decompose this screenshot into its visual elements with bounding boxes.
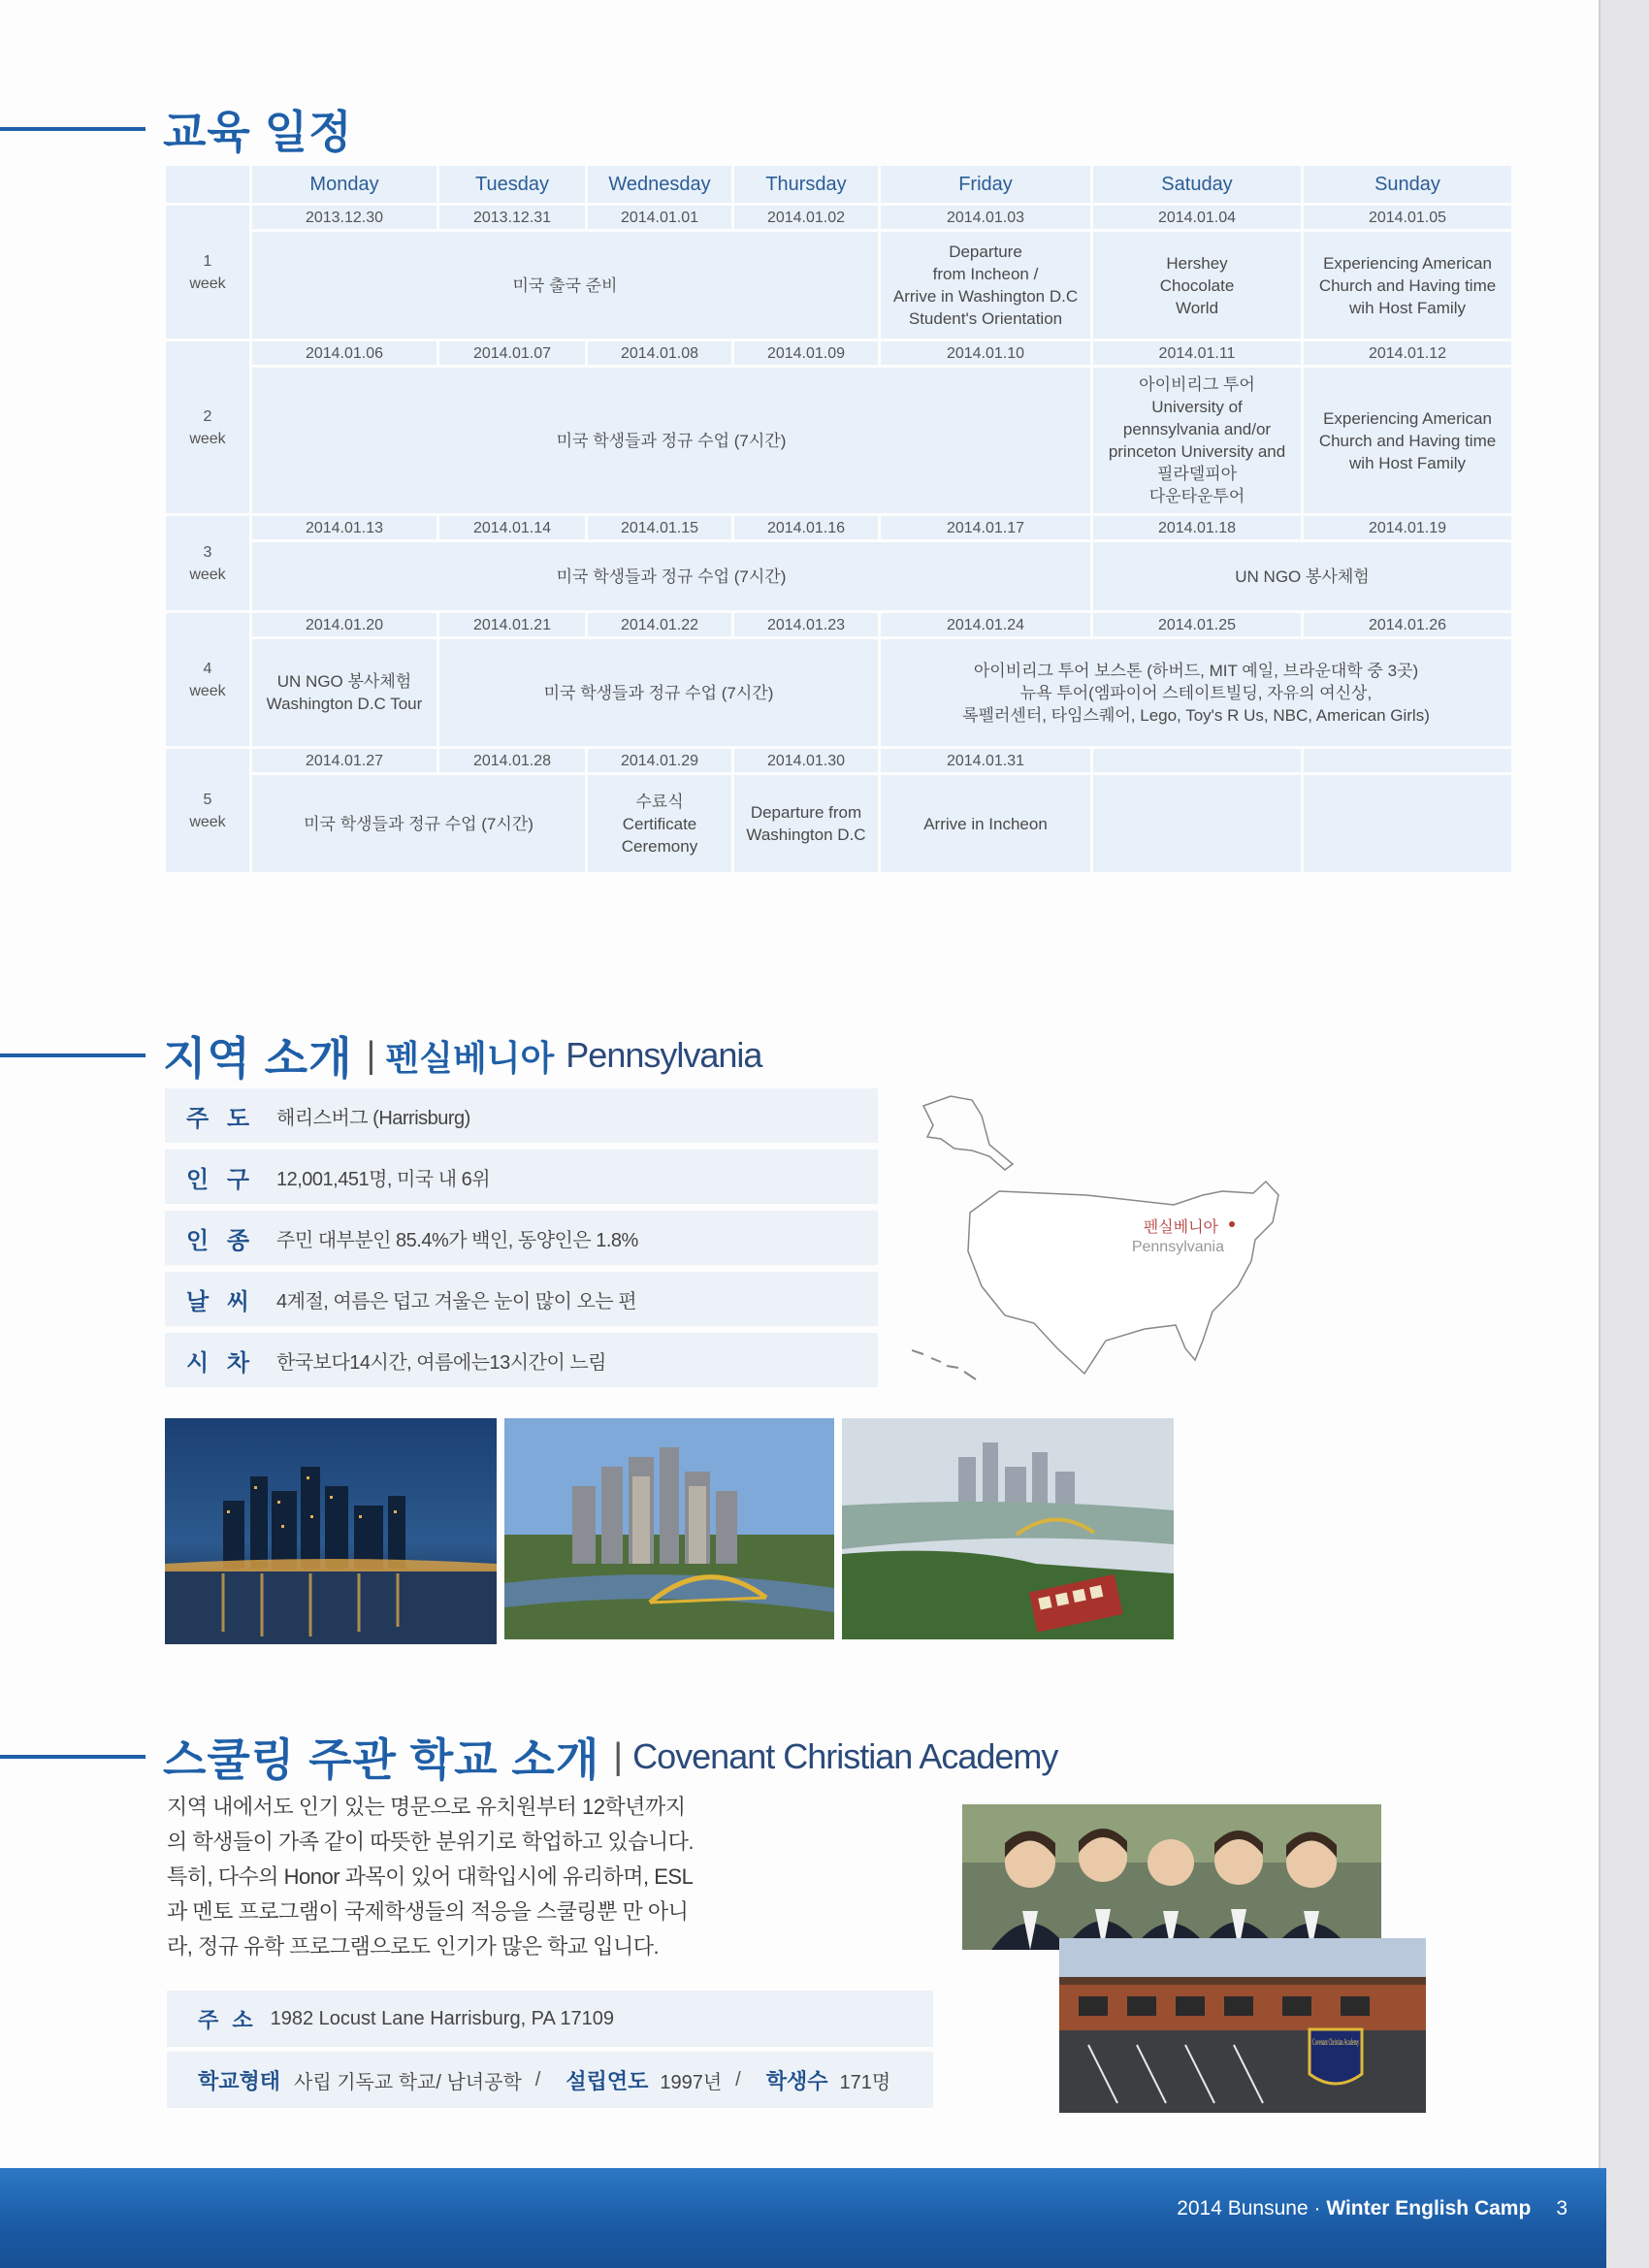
- activity-cell: 미국 학생들과 정규 수업 (7시간): [252, 775, 585, 872]
- date-cell: 2014.01.01: [588, 206, 731, 229]
- info-value: 해리스버그 (Harrisburg): [276, 1107, 470, 1129]
- info-label: 주 도: [185, 1105, 256, 1132]
- date-cell: 2014.01.07: [439, 341, 585, 365]
- info-label: 인 구: [185, 1166, 256, 1193]
- page-footer: [0, 2168, 1606, 2268]
- date-cell: 2013.12.31: [439, 206, 585, 229]
- date-cell: 2014.01.12: [1304, 341, 1511, 365]
- crest-text: Covenant Christian Academy: [1312, 2037, 1360, 2047]
- date-cell: 2014.01.15: [588, 516, 731, 539]
- date-row: [166, 516, 1511, 539]
- school-address-row: [167, 1991, 933, 2047]
- usa-map: [912, 1086, 1300, 1397]
- activity-cell: 아이비리그 투어 보스톤 (하버드, MIT 예일, 브라운대학 중 3곳) 뉴욕 투어(엠파이어 스테이트빌딩, 자유의 여신상, 록펠러센터, 타임스퀘어, Lego, Toy's R Us, NBC, American Girls): [881, 639, 1511, 746]
- founded-value: 1997년: [660, 2071, 723, 2093]
- date-cell: 2014.01.04: [1093, 206, 1301, 229]
- week-label: 2 week: [166, 341, 249, 513]
- date-cell: 2014.01.09: [734, 341, 878, 365]
- info-label: 인 종: [185, 1227, 256, 1254]
- students-value: 171명: [839, 2071, 891, 2093]
- schedule-title: 교육 일정: [163, 107, 353, 157]
- separator-slash: /: [735, 2068, 741, 2090]
- week-label: 5 week: [166, 749, 249, 872]
- type-label: 학교형태: [198, 2068, 281, 2093]
- date-cell: 2014.01.27: [252, 749, 436, 772]
- date-row: [166, 341, 1511, 365]
- date-cell: 2014.01.17: [881, 516, 1090, 539]
- address-value: 1982 Locust Lane Harrisburg, PA 17109: [270, 2007, 614, 2029]
- school-crest-icon: [1310, 2029, 1362, 2084]
- week-label: 1 week: [166, 206, 249, 339]
- date-cell: 2014.01.23: [734, 613, 878, 636]
- map-label-ko: 펜실베니아: [1143, 1219, 1218, 1236]
- page-number: 3: [1556, 2197, 1568, 2219]
- info-value: 12,001,451명, 미국 내 6위: [276, 1168, 491, 1190]
- activity-cell: Departure from Washington D.C: [734, 775, 878, 872]
- day-header: Friday: [881, 166, 1090, 203]
- info-value: 4계절, 여름은 덥고 겨울은 눈이 많이 오는 편: [276, 1290, 637, 1312]
- empty-cell: [1093, 775, 1301, 872]
- date-row: [166, 206, 1511, 229]
- activity-row: [166, 368, 1511, 513]
- activity-cell: UN NGO 봉사체험 Washington D.C Tour: [252, 639, 436, 746]
- school-title: 스쿨링 주관 학교 소개: [163, 1734, 600, 1785]
- footer-prefix: 2014 Bunsune ·: [1177, 2197, 1327, 2219]
- activity-cell: Experiencing American Church and Having time wih Host Family: [1304, 368, 1511, 513]
- date-cell: 2014.01.29: [588, 749, 731, 772]
- schedule-header-row: [166, 166, 1511, 203]
- school-subtitle-en: Covenant Christian Academy: [632, 1736, 1058, 1776]
- date-cell: 2014.01.08: [588, 341, 731, 365]
- activity-cell: Experiencing American Church and Having time wih Host Family: [1304, 232, 1511, 339]
- date-cell: 2014.01.26: [1304, 613, 1511, 636]
- activity-cell: 미국 학생들과 정규 수업 (7시간): [439, 639, 878, 746]
- empty-cell: [1093, 749, 1301, 772]
- date-cell: 2014.01.18: [1093, 516, 1301, 539]
- city-incline-photo: [842, 1418, 1174, 1639]
- school-section-header: [0, 1725, 1057, 1789]
- date-cell: 2014.01.30: [734, 749, 878, 772]
- date-cell: 2014.01.22: [588, 613, 731, 636]
- day-header: Satuday: [1093, 166, 1301, 203]
- date-cell: 2014.01.21: [439, 613, 585, 636]
- empty-cell: [1304, 749, 1511, 772]
- activity-cell: Hershey Chocolate World: [1093, 232, 1301, 339]
- separator-slash: /: [534, 2068, 541, 2090]
- activity-cell: Arrive in Incheon: [881, 775, 1090, 872]
- day-header: Monday: [252, 166, 436, 203]
- date-cell: 2014.01.11: [1093, 341, 1301, 365]
- date-cell: 2013.12.30: [252, 206, 436, 229]
- day-header: Tuesday: [439, 166, 585, 203]
- info-row: [165, 1272, 878, 1326]
- week-label: 4 week: [166, 613, 249, 746]
- region-info-panel: [165, 1088, 878, 1394]
- activity-row: [166, 775, 1511, 872]
- activity-cell: 미국 학생들과 정규 수업 (7시간): [252, 542, 1090, 610]
- info-row: [165, 1088, 878, 1143]
- section-rule: [0, 127, 146, 131]
- day-header: Sunday: [1304, 166, 1511, 203]
- date-cell: 2014.01.16: [734, 516, 878, 539]
- info-label: 날 씨: [185, 1288, 256, 1315]
- corner-cell: [166, 166, 249, 203]
- activity-cell: 미국 학생들과 정규 수업 (7시간): [252, 368, 1090, 513]
- activity-cell: 수료식 Certificate Ceremony: [588, 775, 731, 872]
- school-description: 지역 내에서도 인기 있는 명문으로 유치원부터 12학년까지 의 학생들이 가족 같이 따뜻한 분위기로 학업하고 있습니다. 특히, 다수의 Honor 과목이 있어 대학입시에 유리하며, ESL 과 멘토 프로그램이 국제학생들의 적응을 스쿨링뿐 만 아니 라, 정규 유학 프로그램으로도 인기가 많은 학교 입니다.: [167, 1795, 694, 1959]
- activity-cell: Departure from Incheon / Arrive in Washington D.C Student's Orientation: [881, 232, 1090, 339]
- info-value: 한국보다14시간, 여름에는13시간이 느림: [276, 1351, 606, 1374]
- date-cell: 2014.01.10: [881, 341, 1090, 365]
- activity-row: [166, 639, 1511, 746]
- mainland-outline: [968, 1182, 1278, 1374]
- date-row: [166, 613, 1511, 636]
- info-row: [165, 1333, 878, 1387]
- region-section-header: [0, 1023, 761, 1087]
- activity-cell: 아이비리그 투어 University of pennsylvania and/or princeton University and 필라델피아 다운타운투어: [1093, 368, 1301, 513]
- address-label: 주 소: [198, 2007, 257, 2032]
- footer-camp: Winter English Camp: [1326, 2197, 1532, 2219]
- week-label: 3 week: [166, 516, 249, 610]
- region-subtitle-en: Pennsylvania: [566, 1035, 762, 1075]
- page-edge: [1599, 0, 1649, 2268]
- school-details-row: [167, 2052, 933, 2108]
- schedule-table: [163, 163, 1514, 875]
- date-cell: 2014.01.13: [252, 516, 436, 539]
- city-day-photo: [504, 1418, 834, 1639]
- date-cell: 2014.01.14: [439, 516, 585, 539]
- region-title: 지역 소개: [163, 1033, 353, 1084]
- date-row: [166, 749, 1511, 772]
- empty-cell: [1304, 775, 1511, 872]
- date-cell: 2014.01.19: [1304, 516, 1511, 539]
- schedule-section-header: [0, 97, 353, 161]
- school-building-photo: [1059, 1938, 1426, 2113]
- alaska-outline: [923, 1096, 1013, 1170]
- students-photo: [962, 1804, 1381, 1950]
- day-header: Thursday: [734, 166, 878, 203]
- section-rule: [0, 1053, 146, 1057]
- date-cell: 2014.01.20: [252, 613, 436, 636]
- info-row: [165, 1150, 878, 1204]
- info-row: [165, 1211, 878, 1265]
- date-cell: 2014.01.24: [881, 613, 1090, 636]
- date-cell: 2014.01.31: [881, 749, 1090, 772]
- activity-cell: UN NGO 봉사체험: [1093, 542, 1511, 610]
- date-cell: 2014.01.03: [881, 206, 1090, 229]
- info-label: 시 차: [185, 1349, 256, 1377]
- info-value: 주민 대부분인 85.4%가 백인, 동양인은 1.8%: [276, 1229, 638, 1251]
- title-separator: |: [613, 1735, 624, 1777]
- day-header: Wednesday: [588, 166, 731, 203]
- city-night-photo: [165, 1418, 497, 1644]
- activity-row: [166, 542, 1511, 610]
- map-label-en: Pennsylvania: [1131, 1239, 1224, 1255]
- section-rule: [0, 1755, 146, 1759]
- date-cell: 2014.01.02: [734, 206, 878, 229]
- activity-cell: 미국 출국 준비: [252, 232, 878, 339]
- date-cell: 2014.01.28: [439, 749, 585, 772]
- region-subtitle-ko: 펜실베니아: [385, 1037, 555, 1078]
- title-separator: |: [366, 1034, 376, 1076]
- date-cell: 2014.01.05: [1304, 206, 1511, 229]
- pennsylvania-marker: [1229, 1221, 1235, 1227]
- activity-row: [166, 232, 1511, 339]
- footer-text: [1177, 2197, 1568, 2220]
- hawaii-outline: [912, 1350, 976, 1379]
- date-cell: 2014.01.06: [252, 341, 436, 365]
- type-value: 사립 기독교 학교/ 남녀공학: [294, 2071, 522, 2093]
- date-cell: 2014.01.25: [1093, 613, 1301, 636]
- founded-label: 설립연도: [566, 2068, 649, 2093]
- students-label: 학생수: [765, 2068, 828, 2093]
